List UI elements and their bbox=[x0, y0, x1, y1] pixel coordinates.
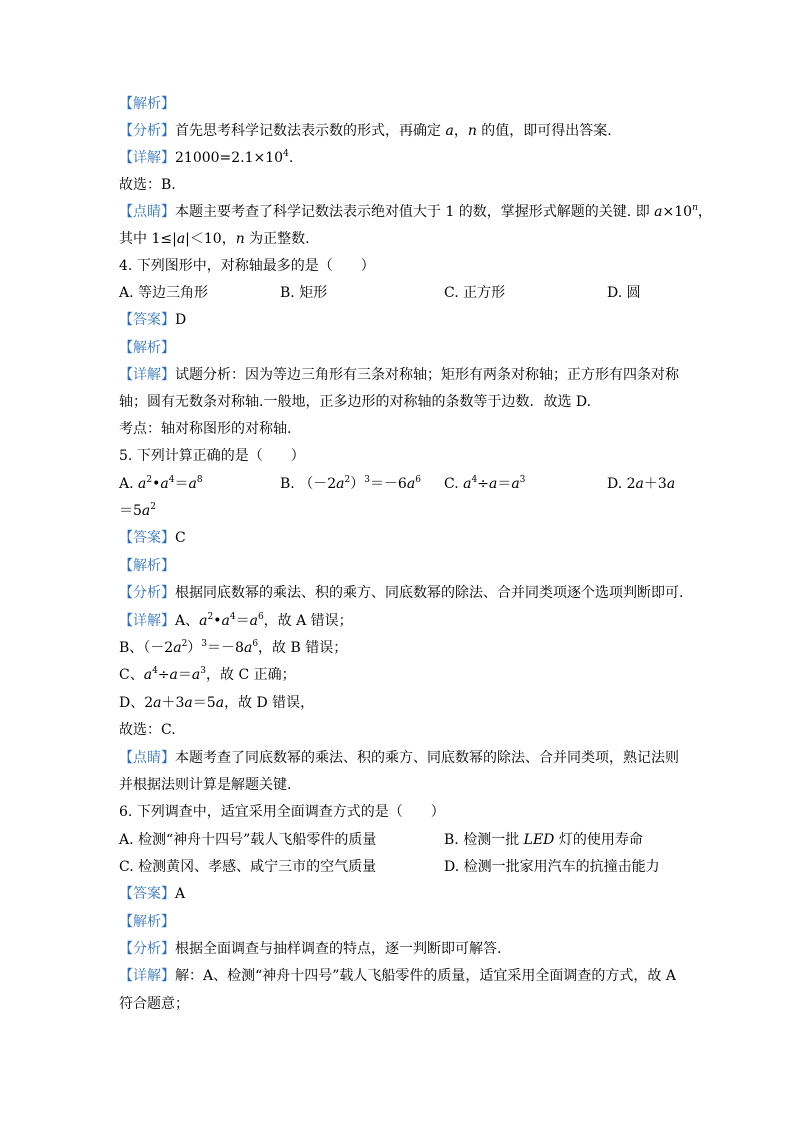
q5-option-d-cont: $=5a^2$ bbox=[119, 502, 157, 519]
fenxi-tag: 【分析】 bbox=[119, 941, 175, 957]
q5-option-c: C. $a^4\div a=a^3$ bbox=[444, 475, 526, 492]
q6-option-a: A. 检测“神舟十四号”载人飞船零件的质量 bbox=[119, 832, 377, 848]
xiangjie-tag: 【详解】 bbox=[119, 367, 175, 383]
q5-xiangjie-a: 【详解】A、$a^2•a^4=a^6$，故 A 错误； bbox=[119, 612, 353, 629]
q5-question: 5. 下列计算正确的是（ ） bbox=[119, 448, 305, 464]
q4-kaodian: 考点：轴对称图形的对称轴. bbox=[119, 421, 292, 437]
jiexi-tag: 【解析】 bbox=[119, 914, 175, 930]
dianjing-line-2: 其中 1≤|a|＜10，n 为正整数. bbox=[119, 231, 310, 247]
xiangjie-tag: 【详解】 bbox=[119, 613, 175, 629]
q5-option-d: D. 2a＋3a bbox=[607, 476, 676, 492]
q6-xiangjie-cont: 符合题意； bbox=[119, 996, 189, 1012]
answer-tag: 【答案】 bbox=[119, 312, 175, 328]
q6-option-b: B. 检测一批 LED 灯的使用寿命 bbox=[444, 832, 643, 848]
answer-tag: 【答案】 bbox=[119, 886, 175, 902]
q4-option-d: D. 圆 bbox=[607, 285, 641, 301]
q4-xiangjie: 【详解】试题分析：因为等边三角形有三条对称轴；矩形有两条对称轴；正方形有四条对称 bbox=[119, 367, 679, 383]
q5-option-a: A. $a^2•a^4=a^8$ bbox=[119, 475, 203, 492]
dianjing-line: 【点睛】本题主要考查了科学记数法表示绝对值大于 1 的数，掌握形式解题的关键. 即 $a\times 10^n$， bbox=[119, 203, 712, 220]
q5-dianjing: 【点睛】本题考查了同底数幂的乘法、积的乘方、同底数幂的除法、合并同类项，熟记法则 bbox=[119, 750, 679, 766]
jiexi-tag: 【解析】 bbox=[119, 96, 175, 112]
q5-guxuan: 故选：C. bbox=[119, 722, 176, 738]
guxuan-line: 故选：B. bbox=[119, 177, 176, 193]
q6-xiangjie: 【详解】解：A、检测“神舟十四号”载人飞船零件的质量，适宜采用全面调查的方式，故 A bbox=[119, 968, 676, 984]
q5-fenxi: 【分析】根据同底数幂的乘法、积的乘方、同底数幂的除法、合并同类项逐个选项判断即可. bbox=[119, 585, 684, 601]
q5-xiangjie-c: C、$a^4\div a=a^3$，故 C 正确； bbox=[119, 666, 296, 683]
q6-answer: 【答案】A bbox=[119, 886, 186, 902]
fenxi-line: 【分析】首先思考科学记数法表示数的形式，再确定 a，n 的值，即可得出答案. bbox=[119, 123, 612, 139]
dianjing-tag: 【点睛】 bbox=[119, 204, 175, 220]
q6-fenxi: 【分析】根据全面调查与抽样调查的特点，逐一判断即可解答. bbox=[119, 941, 502, 957]
q4-option-b: B. 矩形 bbox=[280, 285, 328, 301]
jiexi-tag: 【解析】 bbox=[119, 558, 175, 574]
q6-option-c: C. 检测黄冈、孝感、咸宁三市的空气质量 bbox=[119, 859, 377, 875]
answer-tag: 【答案】 bbox=[119, 530, 175, 546]
q4-jiexi bbox=[119, 338, 175, 358]
q5-jiexi bbox=[119, 556, 175, 576]
q4-answer: 【答案】D bbox=[119, 312, 187, 328]
q5-xiangjie-d: D、2a＋3a＝5a，故 D 错误， bbox=[119, 695, 315, 711]
fenxi-tag: 【分析】 bbox=[119, 585, 175, 601]
q5-answer: 【答案】C bbox=[119, 530, 186, 546]
q6-question: 6. 下列调查中，适宜采用全面调查方式的是（ ） bbox=[119, 804, 445, 820]
q6-option-d: D. 检测一批家用汽车的抗撞击能力 bbox=[444, 859, 660, 875]
q5-xiangjie-b: B、$(-2a^2)^3=-8a^6$，故 B 错误； bbox=[119, 639, 348, 656]
xiangjie-tag: 【详解】 bbox=[119, 150, 175, 166]
fenxi-tag: 【分析】 bbox=[119, 123, 175, 139]
xiangjie-line: 【详解】$21000=2.1\times 10^4$. bbox=[119, 149, 294, 166]
q5-option-b: B. $(-2a^2)^3=-6a^6$ bbox=[280, 475, 421, 492]
q4-xiangjie-cont: 轴；圆有无数条对称轴.一般地，正多边形的对称轴的条数等于边数．故选 D. bbox=[119, 394, 592, 410]
jiexi-tag: 【解析】 bbox=[119, 340, 175, 356]
dianjing-tag: 【点睛】 bbox=[119, 750, 175, 766]
q5-dianjing-cont: 并根据法则计算是解题关键. bbox=[119, 777, 292, 793]
jiexi-heading bbox=[119, 94, 175, 114]
xiangjie-tag: 【详解】 bbox=[119, 968, 175, 984]
q4-option-c: C. 正方形 bbox=[444, 285, 506, 301]
q6-jiexi bbox=[119, 912, 175, 932]
q4-option-a: A. 等边三角形 bbox=[119, 285, 209, 301]
q4-question: 4. 下列图形中，对称轴最多的是（ ） bbox=[119, 258, 375, 274]
